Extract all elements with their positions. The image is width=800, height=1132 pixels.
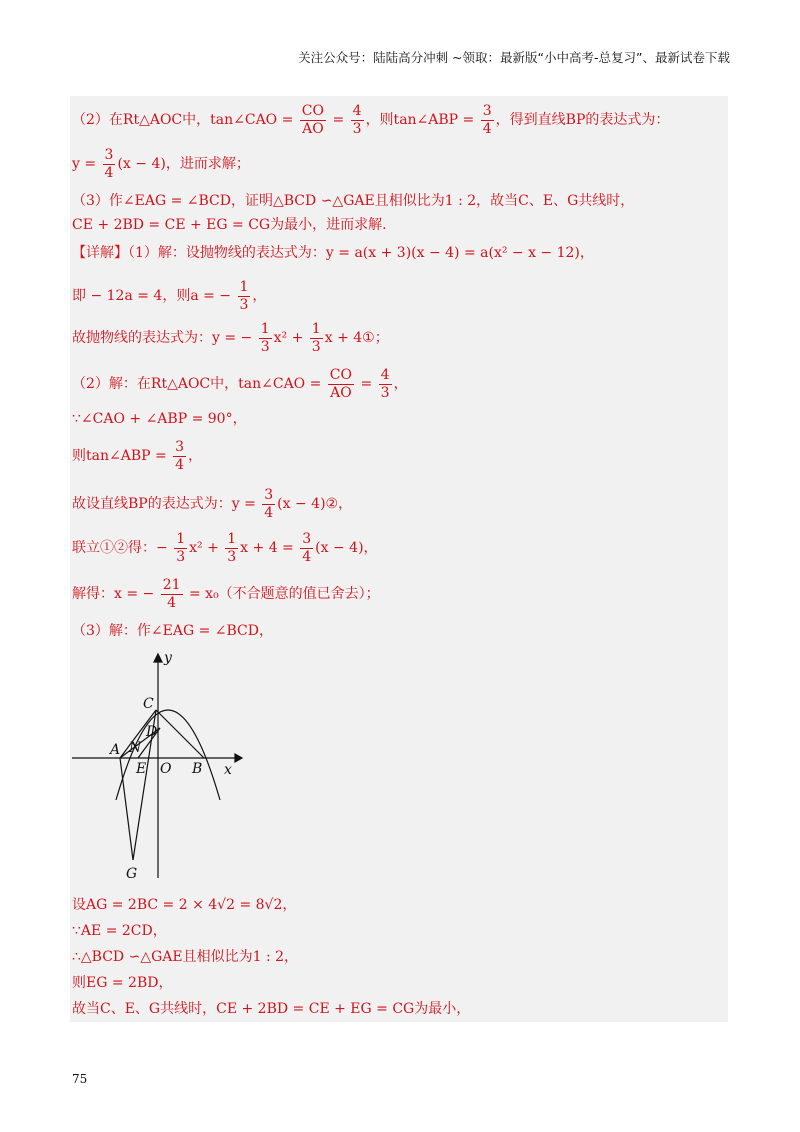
analysis-line-2b: y = $\frac{3}{4}$ (x − 4)，进而求解； <box>72 147 250 181</box>
detail-line-5: ∵∠CAO + ∠ABP = 90°， <box>72 411 247 427</box>
segment-CB <box>156 710 204 758</box>
detail-line-2: 即 − 12a = 4，则a = − $\frac{1}{3}$ ， <box>72 279 267 313</box>
detail-line-13: ∴△BCD ∽△GAE且相似比为1 : 2， <box>72 949 299 965</box>
detail-line-11: 设AG = 2BC = 2 × 4√2 = 8√2， <box>72 897 297 913</box>
analysis-line-3b: CE + 2BD = CE + EG = CG为最小，进而求解. <box>72 217 387 233</box>
detail-line-12: ∵AE = 2CD， <box>72 923 167 939</box>
page-header: 关注公众号：陆陆高分冲刺 ~领取：最新版“小中高考-总复习”、最新试卷下载 <box>298 50 730 65</box>
label-D: D <box>146 724 158 740</box>
page-number: 75 <box>72 1072 88 1086</box>
detail-line-14: 则EG = 2BD， <box>72 975 173 991</box>
detail-line-4: （2）解：在Rt△AOC中，tan∠CAO = $\frac{CO}{AO}$ = $\frac{4}{3}$ ， <box>72 367 408 401</box>
label-N: N <box>129 740 142 756</box>
detail-line-1: 【详解】（1）解：设抛物线的表达式为：y = a(x + 3)(x − 4) = a(x² − x − 12)， <box>72 245 594 261</box>
parabola-figure <box>70 640 250 890</box>
label-C: C <box>143 696 154 712</box>
detail-line-9: 解得：x = − $\frac{21}{4}$ = x₀（不合题意的值已舍去）； <box>72 577 380 611</box>
detail-line-6: 则tan∠ABP = $\frac{3}{4}$ ， <box>72 439 203 473</box>
label-x: x <box>224 762 232 778</box>
label-A: A <box>110 742 121 758</box>
y-axis-arrow <box>154 654 162 662</box>
label-E: E <box>136 761 147 777</box>
detail-line-10: （3）解：作∠EAG = ∠BCD， <box>72 623 273 639</box>
detail-line-3: 故抛物线的表达式为：y = − $\frac{1}{3}$ x² + $\frac{1}{3}$ x + 4①； <box>72 321 389 355</box>
analysis-line-2: （2）在Rt△AOC中，tan∠CAO = $\frac{CO}{AO}$ = $\frac{4}{3}$ ，则tan∠ABP = $\frac{3}{4}$ ，得到直线BP的表达式为： <box>72 103 670 137</box>
analysis-line-3: （3）作∠EAG = ∠BCD，证明△BCD ∽△GAE且相似比为1 : 2，故当C、E、G共线时， <box>72 193 635 209</box>
label-B: B <box>192 761 203 777</box>
x-axis-arrow <box>235 754 242 762</box>
label-O: O <box>160 761 172 777</box>
label-y: y <box>164 650 172 666</box>
detail-line-7: 故设直线BP的表达式为：y = $\frac{3}{4}$ (x − 4)②， <box>72 487 353 521</box>
detail-line-8: 联立①②得：− $\frac{1}{3}$ x² + $\frac{1}{3}$ x + 4 = $\frac{3}{4}$ (x − 4)， <box>72 531 378 565</box>
detail-line-15: 故当C、E、G共线时，CE + 2BD = CE + EG = CG为最小， <box>72 1001 471 1017</box>
label-G: G <box>126 866 138 882</box>
segment-AG <box>120 758 133 860</box>
